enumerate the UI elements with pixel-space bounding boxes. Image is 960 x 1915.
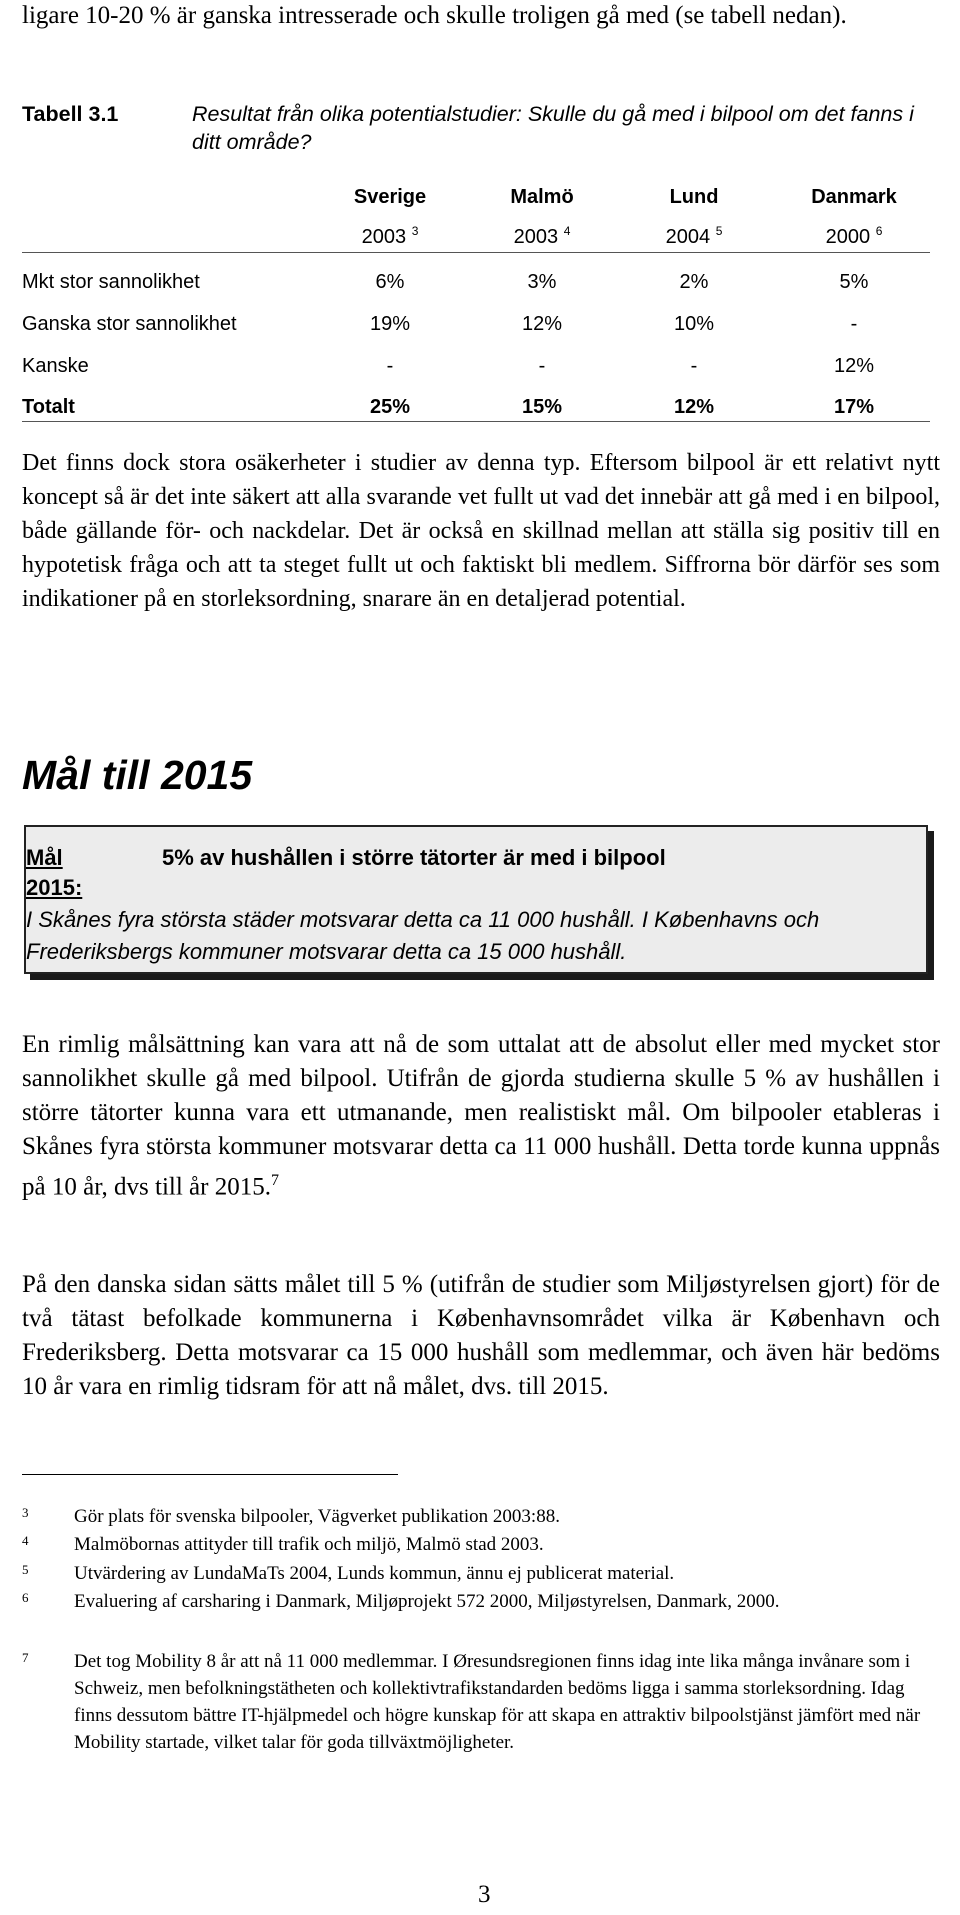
footnote-number: 3 — [22, 1505, 29, 1520]
intro-text: ligare 10-20 % är ganska intresserade och skulle troligen gå med (se tabell nedan). — [22, 2, 847, 29]
table-caption-label: Tabell 3.1 — [22, 102, 119, 126]
footnote-separator — [22, 1474, 398, 1475]
footnote-ref: 4 — [563, 224, 571, 238]
table-cell: 2% — [679, 271, 709, 293]
table-cell: 17% — [833, 396, 875, 418]
footnote-text: Malmöbornas attityder till trafik och miljö, Malmö stad 2003. — [74, 1534, 544, 1555]
footnote-number: 4 — [22, 1533, 29, 1548]
table-cell: 5% — [839, 271, 869, 293]
column-header-year: 2003 — [361, 226, 407, 248]
footnote-text: Evaluering af carsharing i Danmark, Miljøprojekt 572 2000, Miljøstyrelsen, Danmark, 2000. — [74, 1591, 780, 1612]
table-cell: - — [850, 313, 858, 335]
table-cell: 12% — [521, 313, 563, 335]
column-header-name: Sverige — [353, 186, 427, 208]
footnote-number: 7 — [22, 1650, 29, 1665]
table-bottom-rule — [22, 421, 930, 422]
table-row-total — [22, 390, 930, 424]
footnote-text: Det tog Mobility 8 år att nå 11 000 medlemmar. I Øresundsregionen finns idag inte lika många invånare som i Schweiz, men befolkningstätheten och kollektivtrafikstandarden bedöms ligga i samma storleksordning. Idag finns dessutom bättre IT-hjälpmedel och högre kunskap för att skapa en attraktiv bilpoolstjänst jämfört med när Mobility startade, vilket talar för goda tillväxtmöjligheter. — [74, 1651, 921, 1753]
row-label: Mkt stor sannolikhet — [22, 271, 200, 293]
footnote-ref: 7 — [270, 1172, 279, 1189]
table-row — [22, 349, 930, 383]
table-cell: 12% — [833, 355, 875, 377]
column-header-name: Malmö — [510, 186, 574, 208]
table-row — [22, 265, 930, 299]
table-caption-text: Resultat från olika potentialstudier: Skulle du gå med i bilpool om det fanns i ditt område? — [192, 102, 914, 154]
paragraph-goal-denmark: På den danska sidan sätts målet till 5 % (utifrån de studier som Miljøstyrelsen gjort) för de två tätast befolkade kommunerna i Københavnsområdet vilka är København och Frederiksberg. Detta motsvarar ca 15 000 hushåll som medlemmar, och även här bedöms 10 år vara en rimlig tidsram för att nå målet, dvs. till 2015. — [22, 1271, 940, 1400]
column-header-malmo — [457, 180, 627, 254]
column-header-year: 2003 — [513, 226, 559, 248]
table-cell: - — [538, 355, 546, 377]
goal-label: Mål 2015: — [26, 845, 83, 900]
goal-description: I Skånes fyra största städer motsvarar detta ca 11 000 hushåll. I Københavns och Frederiksbergs kommuner motsvarar detta ca 15 000 hushåll. — [26, 907, 820, 964]
paragraph-text: En rimlig målsättning kan vara att nå de som uttalat att de absolut eller med mycket stor sannolikhet skulle gå med bilpool. Utifrån de gjorda studierna skulle 5 % av hushållen i större tätorter kunna vara ett utmanande, men realistiskt mål. Om bilpooler etableras i Skånes fyra största kommuner motsvarar detta ca 11 000 hushåll. Detta torde kunna uppnås på 10 år, dvs till år 2015. — [22, 1031, 940, 1201]
footnote-text: Gör plats för svenska bilpooler, Vägverket publikation 2003:88. — [74, 1506, 560, 1527]
table-cell: 25% — [369, 396, 411, 418]
table-top-rule — [22, 252, 930, 253]
page-number: 3 — [478, 1881, 491, 1908]
column-header-year: 2004 — [665, 226, 711, 248]
row-label: Ganska stor sannolikhet — [22, 313, 237, 335]
paragraph-uncertainty: Det finns dock stora osäkerheter i studier av denna typ. Eftersom bilpool är ett relativt nytt koncept så är det inte säkert att alla svarande vet fullt ut vad det innebär att gå med i en bilpool, både gällande för- och nackdelar. Det är också en skillnad mellan att ställa sig positiv till en hypotetisk fråga och att ta steget fullt ut och faktiskt bli medlem. Siffrorna bör därför ses som indikationer på en storleksordning, snarare än en detaljerad potential. — [22, 450, 940, 612]
column-header-sverige — [305, 180, 475, 254]
column-header-name: Danmark — [811, 186, 897, 208]
table-cell: 12% — [673, 396, 715, 418]
section-heading: Mål till 2015 — [22, 752, 253, 798]
paragraph-goal-sweden — [22, 1028, 940, 1204]
footnote-number: 6 — [22, 1590, 29, 1605]
row-label: Kanske — [22, 355, 89, 377]
column-header-year: 2000 — [825, 226, 871, 248]
footnote-number: 5 — [22, 1562, 29, 1577]
column-header-lund — [609, 180, 779, 254]
column-header-danmark — [769, 180, 939, 254]
table-cell: 15% — [521, 396, 563, 418]
table-cell: 3% — [527, 271, 557, 293]
column-header-name: Lund — [669, 186, 719, 208]
table-row — [22, 307, 930, 341]
goal-box — [24, 825, 928, 974]
table-cell: 6% — [375, 271, 405, 293]
goal-statement: 5% av hushållen i större tätorter är med i bilpool — [162, 845, 666, 870]
row-label: Totalt — [22, 396, 75, 418]
footnote-ref: 3 — [411, 224, 419, 238]
table-cell: 10% — [673, 313, 715, 335]
footnote-text: Utvärdering av LundaMaTs 2004, Lunds kommun, ännu ej publicerat material. — [74, 1563, 675, 1584]
footnote-ref: 5 — [715, 224, 723, 238]
table-cell: 19% — [369, 313, 411, 335]
table-cell: - — [386, 355, 394, 377]
table-cell: - — [690, 355, 698, 377]
footnote-ref: 6 — [875, 224, 883, 238]
